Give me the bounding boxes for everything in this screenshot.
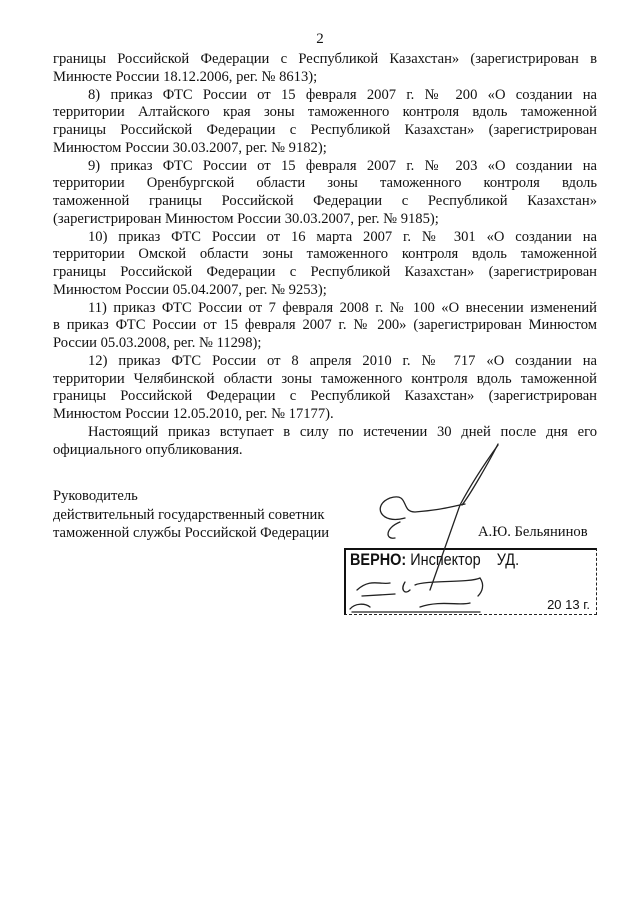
text-line: границы Российской Федерации с Республикой Казахстан» (зарегистрирован в: [53, 51, 597, 67]
stamp-handwritten-name: [403, 578, 483, 596]
signatory-name: А.Ю. Бельянинов: [478, 524, 588, 540]
signatory-title-line: действительный государственный советник: [53, 506, 325, 523]
stamp-verno: ВЕРНО:: [350, 550, 407, 569]
text-line: 8) приказ ФТС России от 15 февраля 2007 г. № 200 «О создании на: [88, 86, 597, 103]
text-line: официального опубликования.: [53, 441, 243, 458]
stamp-initials: [357, 583, 395, 596]
text-line: (зарегистрирован Минюстом России 30.03.2007, рег. № 9185);: [53, 210, 439, 227]
text-line: Минюсте России 18.12.2006, рег. № 8613);: [53, 68, 318, 85]
text-line: границы Российской Федерации с Республикой Казахстан» (зарегистрирован: [53, 122, 597, 138]
text-line: 11) приказ ФТС России от 7 февраля 2008 г. № 100 «О внесении изменений: [88, 299, 597, 316]
signature-stroke: [380, 497, 465, 520]
signature-stroke: [430, 445, 498, 590]
text-line: территории Оренбургской области зоны таможенного контроля вдоль: [53, 175, 597, 192]
text-line: в приказ ФТС России от 15 февраля 2007 г. № 200» (зарегистрирован Минюстом: [53, 317, 597, 334]
signature-stroke: [388, 522, 400, 538]
text-line: территории Алтайского края зоны таможенного контроля вдоль таможенной: [53, 104, 597, 121]
text-line: Настоящий приказ вступает в силу по истечении 30 дней после дня его: [88, 423, 597, 440]
text-line: 9) приказ ФТС России от 15 февраля 2007 г. № 203 «О создании на: [88, 157, 597, 174]
page-number: 2: [316, 31, 324, 47]
text-line: таможенной границы Российской Федерации с Республикой Казахстан»: [53, 193, 597, 209]
text-line: территории Челябинской области зоны таможенного контроля вдоль таможенной: [53, 370, 597, 387]
text-line: 10) приказ ФТС России от 16 марта 2007 г. № 301 «О создании на: [88, 228, 597, 245]
text-line: Минюстом России 05.04.2007, рег. № 9253);: [53, 281, 327, 298]
text-line: 12) приказ ФТС России от 8 апреля 2010 г. № 717 «О создании на: [88, 352, 597, 369]
text-line: Минюстом России 12.05.2010, рег. № 17177).: [53, 406, 334, 422]
text-line: Минюстом России 30.03.2007, рег. № 9182);: [53, 139, 327, 156]
stamp-dept: УД.: [496, 550, 520, 569]
text-line: территории Омской области зоны таможенного контроля вдоль таможенной: [53, 246, 597, 263]
text-line: границы Российской Федерации с Республикой Казахстан» (зарегистрирован: [53, 264, 597, 280]
signatory-title-line: Руководитель: [53, 488, 138, 504]
signatory-title-line: таможенной службы Российской Федерации: [53, 525, 330, 541]
stamp-handwritten-date: [350, 603, 480, 612]
text-line: России 05.03.2008, рег. № 11298);: [53, 335, 262, 351]
stamp-year: 20 13 г.: [547, 597, 590, 612]
signature-stroke: [462, 444, 498, 505]
text-line: границы Российской Федерации с Республикой Казахстан» (зарегистрирован: [53, 388, 597, 405]
stamp-role: Инспектор: [410, 550, 481, 569]
